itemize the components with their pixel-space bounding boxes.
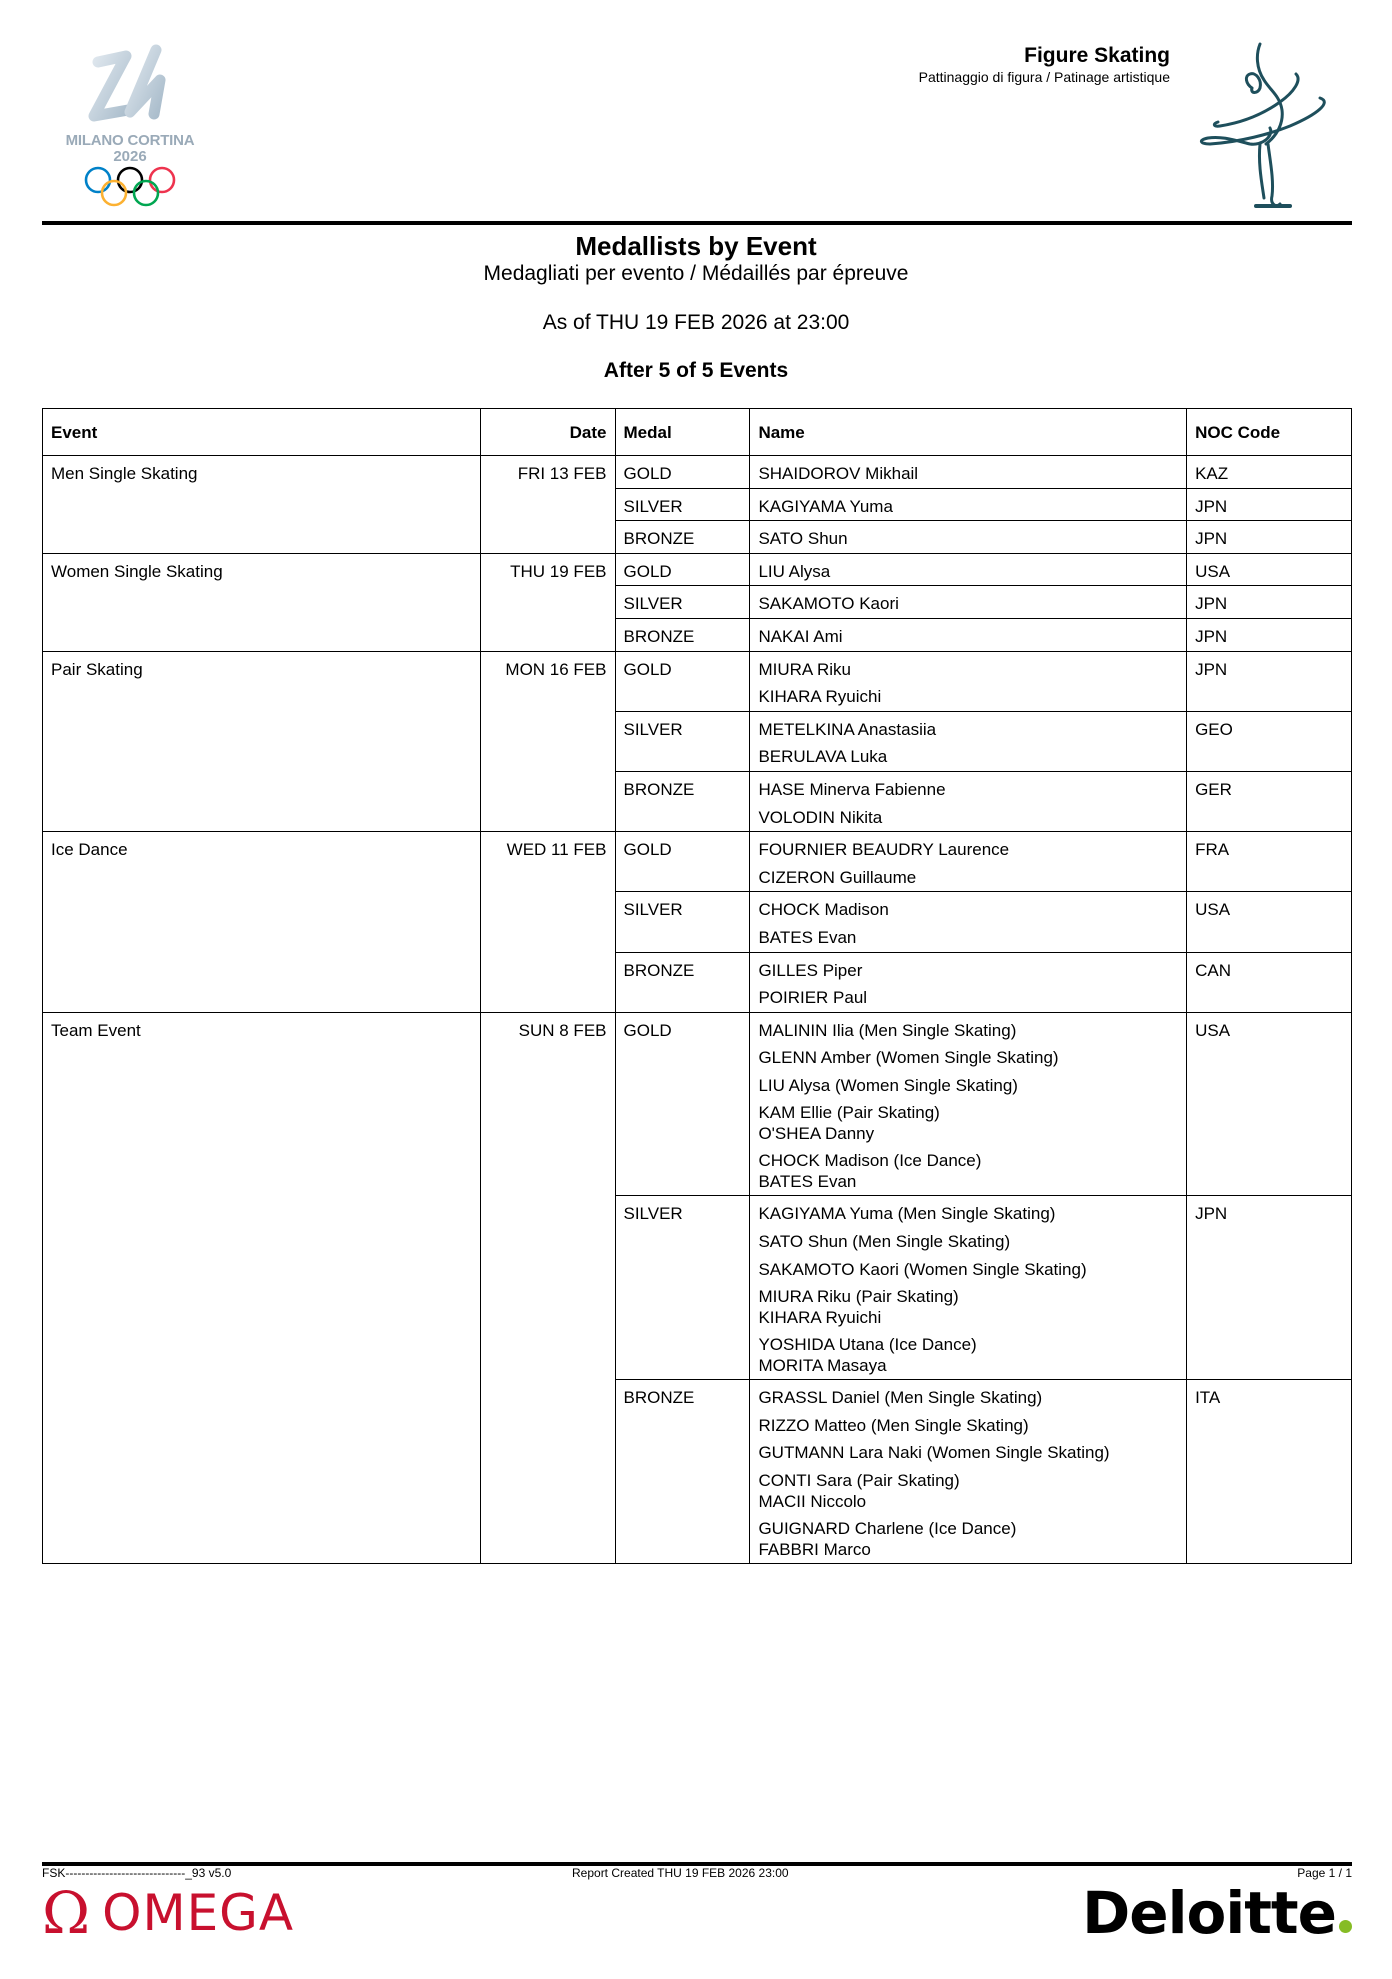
athlete-name: CHOCK Madison	[758, 900, 889, 920]
athlete-name: FOURNIER BEAUDRY Laurence	[758, 840, 1010, 860]
athlete-entry	[758, 1439, 1178, 1467]
table-header-row	[43, 409, 1352, 456]
athlete-entry	[758, 1044, 1178, 1072]
athlete-entry	[758, 1200, 1178, 1228]
omega-logo	[42, 1879, 295, 1947]
athlete-name: NAKAI Ami	[758, 626, 843, 646]
medal-cell: GOLD	[615, 553, 750, 586]
athlete-entry	[758, 525, 1178, 553]
athlete-name: MIURA Riku (Pair Skating)	[758, 1287, 959, 1307]
name-cell	[750, 711, 1187, 771]
medal-cell: SILVER	[615, 711, 750, 771]
games-name: MILANO CORTINA	[65, 132, 195, 149]
athlete-entry	[758, 460, 1178, 488]
noc-code-cell: JPN	[1187, 586, 1352, 619]
athlete-name: YOSHIDA Utana (Ice Dance)	[758, 1335, 977, 1355]
column-header-event: Event	[43, 409, 481, 456]
table-row	[43, 456, 1352, 489]
athlete-name: KAGIYAMA Yuma (Men Single Skating)	[758, 1204, 1056, 1224]
athlete-name: GRASSL Daniel (Men Single Skating)	[758, 1388, 1043, 1408]
athlete-name: SHAIDOROV Mikhail	[758, 464, 919, 483]
medal-cell: BRONZE	[615, 771, 750, 831]
event-name-cell: Ice Dance	[43, 832, 481, 1013]
athlete-entry	[758, 836, 1178, 864]
athlete-name: CIZERON Guillaume	[758, 867, 917, 887]
athlete-entry	[758, 1515, 1178, 1563]
athlete-name: MALININ Ilia (Men Single Skating)	[758, 1020, 1017, 1040]
athlete-name: RIZZO Matteo (Men Single Skating)	[758, 1415, 1029, 1435]
athlete-name: LIU Alysa (Women Single Skating)	[758, 1075, 1018, 1095]
report-title: Medallists by Event	[575, 231, 817, 261]
report-created: Report Created THU 19 FEB 2026 23:00	[572, 1866, 789, 1880]
noc-code-cell: JPN	[1187, 651, 1352, 711]
event-name-cell: Team Event	[43, 1012, 481, 1563]
athlete-name: MACII Niccolo	[758, 1492, 867, 1512]
sport-header	[919, 43, 1170, 86]
athlete-name: GUIGNARD Charlene (Ice Dance)	[758, 1519, 1017, 1539]
athlete-entry	[758, 984, 1178, 1012]
athlete-entry	[758, 1331, 1178, 1379]
athlete-name: O'SHEA Danny	[758, 1124, 875, 1144]
event-date-cell: MON 16 FEB	[480, 651, 615, 832]
athlete-name: CONTI Sara (Pair Skating)	[758, 1471, 960, 1491]
table-row	[43, 651, 1352, 711]
medal-cell: GOLD	[615, 651, 750, 711]
medal-cell: BRONZE	[615, 1380, 750, 1564]
athlete-name: LIU Alysa	[758, 561, 831, 581]
noc-code-cell: JPN	[1187, 521, 1352, 554]
athlete-name: CHOCK Madison (Ice Dance)	[758, 1151, 982, 1171]
medal-cell: SILVER	[615, 892, 750, 952]
event-date-cell: THU 19 FEB	[480, 553, 615, 651]
athlete-name: VOLODIN Nikita	[758, 807, 883, 827]
athlete-entry	[758, 896, 1178, 924]
event-name-cell: Pair Skating	[43, 651, 481, 832]
event-name-cell: Men Single Skating	[43, 456, 481, 554]
name-cell	[750, 553, 1187, 586]
noc-code-cell: JPN	[1187, 488, 1352, 521]
page-number: Page 1 / 1	[1297, 1866, 1352, 1880]
noc-code-cell: USA	[1187, 553, 1352, 586]
athlete-name: KIHARA Ryuichi	[758, 687, 882, 707]
report-title-block	[0, 230, 1392, 383]
noc-code-cell: ITA	[1187, 1380, 1352, 1564]
medal-cell: BRONZE	[615, 521, 750, 554]
report-code: FSK------------------------------_93 v5.0	[42, 1866, 232, 1880]
table-body	[43, 456, 1352, 1564]
column-header-medal: Medal	[615, 409, 750, 456]
name-cell	[750, 586, 1187, 619]
athlete-entry	[758, 924, 1178, 952]
omega-wordmark: OMEGA	[102, 1884, 295, 1942]
name-cell	[750, 771, 1187, 831]
name-cell	[750, 952, 1187, 1012]
athlete-entry	[758, 656, 1178, 684]
athlete-entry	[758, 1283, 1178, 1331]
olympic-rings-icon	[80, 164, 180, 210]
athlete-entry	[758, 493, 1178, 521]
column-header-date: Date	[480, 409, 615, 456]
name-cell	[750, 456, 1187, 489]
name-cell	[750, 488, 1187, 521]
medal-cell: GOLD	[615, 456, 750, 489]
name-cell	[750, 1012, 1187, 1196]
header-divider	[42, 221, 1352, 225]
noc-code-cell: KAZ	[1187, 456, 1352, 489]
medal-cell: BRONZE	[615, 952, 750, 1012]
event-date-cell: SUN 8 FEB	[480, 1012, 615, 1563]
athlete-name: BERULAVA Luka	[758, 747, 888, 767]
medal-cell: GOLD	[615, 832, 750, 892]
medal-cell: SILVER	[615, 488, 750, 521]
noc-code-cell: FRA	[1187, 832, 1352, 892]
athlete-name: FABBRI Marco	[758, 1540, 871, 1560]
sport-subtitle: Pattinaggio di figura / Patinage artistique	[918, 69, 1170, 85]
noc-code-cell: CAN	[1187, 952, 1352, 1012]
noc-code-cell: JPN	[1187, 1196, 1352, 1380]
athlete-entry	[758, 957, 1178, 985]
athlete-name: MIURA Riku	[758, 659, 852, 679]
athlete-entry	[758, 1017, 1178, 1045]
deloitte-logo	[1082, 1879, 1352, 1947]
athlete-entry	[758, 623, 1178, 651]
name-cell	[750, 651, 1187, 711]
athlete-name: KAGIYAMA Yuma	[758, 496, 893, 516]
column-header-name: Name	[750, 409, 1187, 456]
medal-cell: BRONZE	[615, 618, 750, 651]
report-subtitle: Medagliati per evento / Médaillés par épreuve	[483, 262, 909, 285]
athlete-name: GUTMANN Lara Naki (Women Single Skating)	[758, 1443, 1110, 1463]
athlete-entry	[758, 1147, 1178, 1195]
athlete-name: HASE Minerva Fabienne	[758, 779, 946, 799]
athlete-name: SAKAMOTO Kaori	[758, 594, 899, 614]
name-cell	[750, 892, 1187, 952]
athlete-entry	[758, 558, 1178, 586]
athlete-name: MORITA Masaya	[758, 1356, 887, 1376]
games-year: 2026	[113, 148, 147, 165]
column-header-noc: NOC Code	[1187, 409, 1352, 456]
athlete-entry	[758, 1072, 1178, 1100]
sport-title: Figure Skating	[1024, 44, 1170, 67]
table-row	[43, 553, 1352, 586]
omega-symbol-icon: Ω	[42, 1879, 91, 1947]
athlete-entry	[758, 743, 1178, 771]
milano-cortina-26-emblem-icon	[80, 40, 180, 132]
deloitte-green-dot-icon	[1339, 1920, 1352, 1933]
name-cell	[750, 832, 1187, 892]
athlete-entry	[758, 716, 1178, 744]
medal-cell: GOLD	[615, 1012, 750, 1196]
name-cell	[750, 521, 1187, 554]
figure-skater-pictogram-icon	[1190, 40, 1340, 215]
athlete-name: SAKAMOTO Kaori (Women Single Skating)	[758, 1259, 1087, 1279]
event-name-cell: Women Single Skating	[43, 553, 481, 651]
athlete-name: SATO Shun (Men Single Skating)	[758, 1232, 1011, 1252]
name-cell	[750, 618, 1187, 651]
athlete-entry	[758, 804, 1178, 832]
noc-code-cell: USA	[1187, 1012, 1352, 1196]
noc-code-cell: JPN	[1187, 618, 1352, 651]
athlete-name: KAM Ellie (Pair Skating)	[758, 1103, 940, 1123]
athlete-entry	[758, 683, 1178, 711]
athlete-entry	[758, 1099, 1178, 1147]
deloitte-wordmark: Deloitte	[1082, 1879, 1336, 1947]
noc-code-cell: GER	[1187, 771, 1352, 831]
athlete-entry	[758, 776, 1178, 804]
athlete-name: BATES Evan	[758, 927, 857, 947]
event-date-cell: FRI 13 FEB	[480, 456, 615, 554]
athlete-entry	[758, 590, 1178, 618]
table-row	[43, 832, 1352, 892]
athlete-name: METELKINA Anastasiia	[758, 719, 937, 739]
athlete-name: BATES Evan	[758, 1172, 857, 1192]
noc-code-cell: GEO	[1187, 711, 1352, 771]
table-row	[43, 1012, 1352, 1196]
athlete-name: POIRIER Paul	[758, 988, 868, 1008]
athlete-entry	[758, 1384, 1178, 1412]
athlete-entry	[758, 864, 1178, 892]
as-of-timestamp: As of THU 19 FEB 2026 at 23:00	[542, 311, 850, 334]
name-cell	[750, 1380, 1187, 1564]
athlete-entry	[758, 1467, 1178, 1515]
athlete-entry	[758, 1412, 1178, 1440]
athlete-name: GILLES Piper	[758, 960, 863, 980]
milano-cortina-logo	[50, 40, 210, 210]
noc-code-cell: USA	[1187, 892, 1352, 952]
medal-cell: SILVER	[615, 1196, 750, 1380]
medallists-table	[42, 408, 1352, 1564]
event-date-cell: WED 11 FEB	[480, 832, 615, 1013]
medal-cell: SILVER	[615, 586, 750, 619]
name-cell	[750, 1196, 1187, 1380]
athlete-name: KIHARA Ryuichi	[758, 1308, 882, 1328]
athlete-entry	[758, 1228, 1178, 1256]
athlete-entry	[758, 1256, 1178, 1284]
athlete-name: SATO Shun	[758, 529, 848, 549]
events-progress: After 5 of 5 Events	[603, 359, 789, 382]
athlete-name: GLENN Amber (Women Single Skating)	[758, 1048, 1059, 1068]
